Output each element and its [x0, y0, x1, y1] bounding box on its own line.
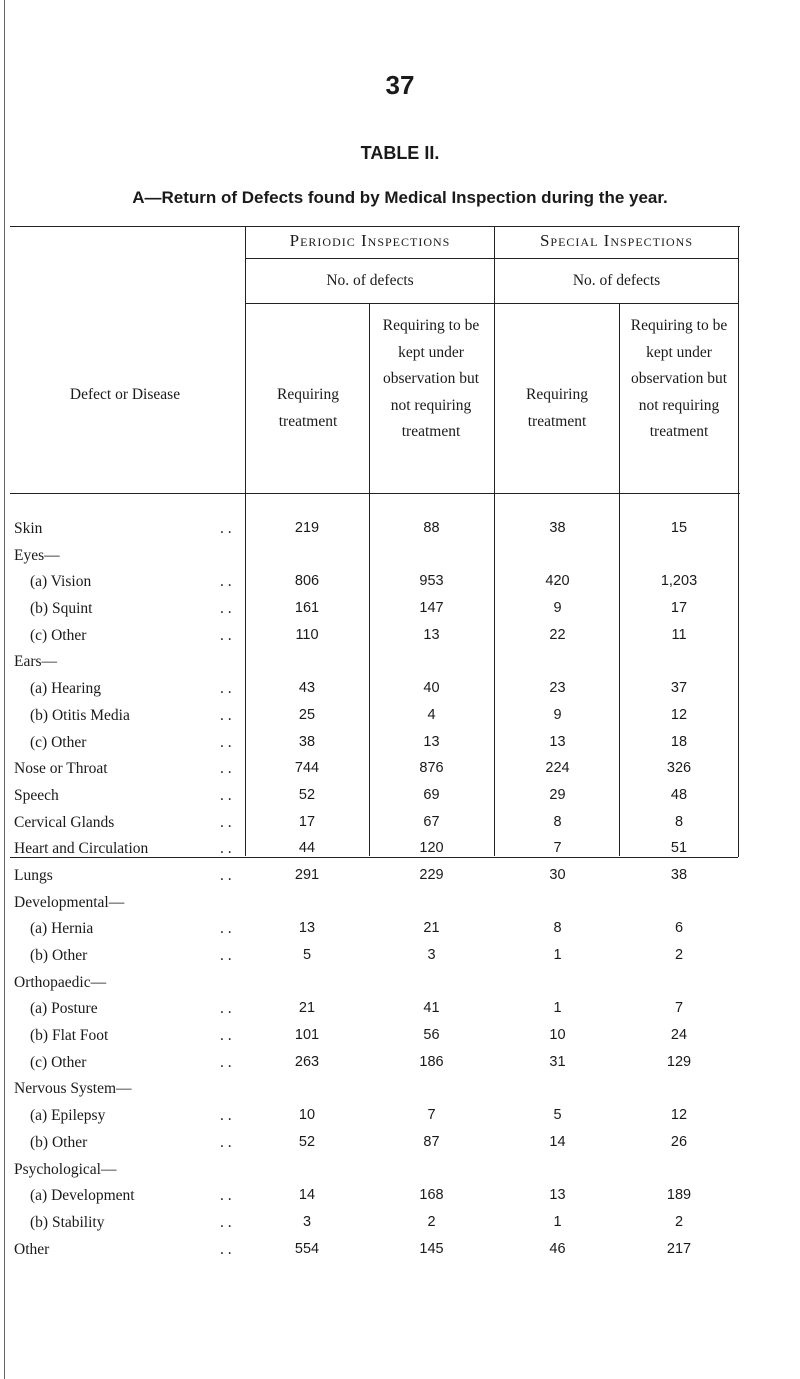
special-treatment-value: 9 — [553, 706, 562, 723]
special-observation-value: 11 — [671, 626, 687, 643]
defect-label: (b) Other — [30, 1133, 88, 1151]
leader-dots: . . — [220, 920, 232, 938]
table-row — [0, 974, 800, 1001]
special-treatment-value: 1 — [553, 947, 562, 963]
defect-label: Developmental— — [14, 893, 125, 911]
periodic-observation-value: 953 — [419, 573, 444, 590]
special-treatment-value: 14 — [549, 1133, 566, 1150]
periodic-treatment-value: 5 — [302, 947, 312, 963]
special-treatment-value: 22 — [549, 626, 566, 643]
periodic-treatment-value: 25 — [298, 706, 316, 723]
special-observation-value: 12 — [670, 706, 688, 723]
special-observation-value: 38 — [670, 866, 688, 883]
special-observation-value: 1,203 — [660, 573, 698, 590]
leader-dots: . . — [220, 1187, 232, 1205]
periodic-treatment-value: 110 — [295, 626, 319, 643]
defect-or-disease-header: Defect or Disease — [69, 386, 181, 403]
leader-dots: . . — [220, 760, 232, 778]
special-treatment-value: 13 — [549, 733, 566, 750]
special-observation-value: 37 — [670, 680, 688, 697]
periodic-observation-value: 145 — [419, 1240, 444, 1257]
defect-label: (b) Otitis Media — [30, 706, 130, 724]
periodic-observation-value: 41 — [423, 1000, 440, 1017]
periodic-treatment-value: 44 — [298, 840, 316, 857]
leader-dots: . . — [220, 1133, 232, 1151]
special-observation-value: 26 — [670, 1133, 688, 1150]
periodic-treatment-value: 219 — [294, 520, 320, 536]
special-observation-value: 6 — [674, 920, 684, 937]
leader-dots: . . — [220, 866, 232, 884]
defect-label: Speech — [14, 786, 59, 804]
periodic-treatment-value: 21 — [298, 1000, 316, 1017]
periodic-treatment-value: 38 — [298, 733, 316, 750]
defect-label: (b) Flat Foot — [30, 1027, 109, 1045]
defect-label: (c) Other — [30, 626, 87, 644]
special-observation-value: 129 — [666, 1053, 692, 1070]
special-treatment-value: 13 — [549, 1187, 566, 1204]
special-observation-value: 8 — [674, 813, 684, 830]
special-observation-value: 24 — [670, 1027, 688, 1044]
periodic-observation-value: 87 — [423, 1133, 440, 1150]
special-treatment-value: 1 — [553, 1000, 562, 1017]
defect-label: Lungs — [14, 866, 53, 884]
leader-dots: . . — [220, 706, 232, 724]
table-top-rule — [10, 226, 740, 227]
table-row — [0, 787, 800, 814]
special-treatment-value: 224 — [545, 760, 570, 777]
defect-label: Nervous System— — [14, 1080, 132, 1098]
table-row — [0, 520, 800, 547]
periodic-observation-value: 69 — [423, 786, 440, 803]
special-treatment-value: 31 — [549, 1053, 566, 1070]
table-row — [0, 573, 800, 600]
periodic-observation-value: 3 — [427, 947, 436, 963]
table-row — [0, 760, 800, 787]
header-rule-1 — [246, 258, 738, 259]
periodic-observation-value: 4 — [427, 706, 436, 723]
special-observation-value: 18 — [670, 733, 688, 750]
defect-label: Nose or Throat — [14, 760, 108, 778]
special-inspections-header: Special Inspections — [539, 231, 694, 250]
special-observation-value: 189 — [666, 1187, 692, 1204]
defect-label: (b) Other — [30, 947, 88, 964]
periodic-observation-value: 186 — [419, 1053, 444, 1070]
special-observation-value: 12 — [670, 1107, 688, 1124]
periodic-observation-value: 13 — [423, 733, 440, 750]
table-row — [0, 1080, 800, 1107]
page-number: 37 — [385, 70, 415, 100]
table-row — [0, 920, 800, 947]
special-treatment-value: 30 — [549, 866, 566, 883]
periodic-requiring-observation-header: Requiring to be kept under observation but not requiring treatment — [382, 317, 480, 440]
header-rule-2 — [246, 303, 738, 304]
table-row — [0, 894, 800, 921]
periodic-observation-value: 67 — [423, 813, 440, 830]
table-row — [0, 1161, 800, 1188]
periodic-treatment-value: 101 — [294, 1027, 320, 1044]
leader-dots: . . — [220, 1240, 232, 1258]
periodic-treatment-value: 52 — [298, 1133, 316, 1150]
special-requiring-treatment-header: Requiring treatment — [526, 386, 588, 430]
periodic-observation-value: 13 — [423, 626, 440, 643]
periodic-observation-value: 2 — [427, 1213, 436, 1230]
special-observation-value: 2 — [674, 1213, 684, 1230]
defect-label: (b) Stability — [30, 1213, 105, 1231]
periodic-treatment-value: 554 — [294, 1240, 320, 1257]
table-row — [0, 1187, 800, 1214]
table-body — [0, 520, 800, 1267]
periodic-requiring-treatment-header: Requiring treatment — [277, 386, 339, 430]
special-observation-value: 51 — [670, 840, 688, 857]
special-requiring-observation-header: Requiring to be kept under observation but not requiring treatment — [630, 317, 728, 440]
special-observation-value: 17 — [670, 600, 688, 617]
periodic-inspections-header: Periodic Inspections — [289, 231, 451, 250]
periodic-treatment-value: 14 — [298, 1187, 316, 1204]
defect-label: Psychological— — [14, 1160, 117, 1178]
periodic-treatment-value: 17 — [298, 813, 316, 830]
defect-label: Cervical Glands — [14, 813, 115, 831]
leader-dots: . . — [220, 733, 232, 751]
table-subtitle: A—Return of Defects found by Medical Inspection during the year. — [132, 188, 668, 207]
periodic-treatment-value: 52 — [298, 786, 316, 803]
leader-dots: . . — [220, 600, 232, 618]
defect-label: Heart and Circulation — [14, 840, 149, 858]
special-treatment-value: 29 — [549, 786, 566, 803]
leader-dots: . . — [220, 1000, 232, 1018]
defect-label: Skin — [14, 520, 43, 537]
defect-label: (a) Hearing — [30, 680, 101, 698]
periodic-treatment-value: 10 — [298, 1107, 316, 1124]
table-row — [0, 707, 800, 734]
table-row — [0, 867, 800, 894]
leader-dots: . . — [220, 626, 232, 644]
periodic-treatment-value: 744 — [294, 760, 320, 777]
leader-dots: . . — [220, 840, 232, 858]
leader-dots: . . — [220, 1213, 232, 1231]
special-observation-value: 15 — [670, 520, 688, 536]
special-observation-value: 48 — [670, 786, 688, 803]
defect-label: (b) Squint — [30, 600, 93, 618]
leader-dots: . . — [220, 680, 232, 698]
defect-label: Other — [14, 1240, 50, 1258]
periodic-treatment-value: 13 — [298, 920, 316, 937]
table-row — [0, 1214, 800, 1241]
table-row — [0, 600, 800, 627]
table-row — [0, 734, 800, 761]
special-treatment-value: 5 — [553, 1107, 562, 1124]
leader-dots: . . — [220, 1027, 232, 1045]
special-treatment-value: 38 — [549, 520, 566, 536]
periodic-treatment-value: 161 — [294, 600, 320, 617]
special-treatment-value: 8 — [553, 920, 562, 937]
header-bottom-rule — [10, 493, 740, 494]
defect-label: (a) Epilepsy — [30, 1107, 106, 1125]
defect-label: (a) Development — [30, 1187, 135, 1205]
leader-dots: . . — [220, 573, 232, 591]
no-defects-special-header: No. of defects — [572, 272, 661, 289]
defect-label: (c) Other — [30, 733, 87, 751]
defect-label: Orthopaedic— — [14, 973, 107, 991]
special-observation-value: 217 — [666, 1240, 692, 1257]
table-row — [0, 547, 800, 574]
defect-label: (a) Hernia — [30, 920, 94, 938]
leader-dots: . . — [220, 786, 232, 804]
table-row — [0, 1000, 800, 1027]
periodic-treatment-value: 806 — [294, 573, 320, 590]
special-treatment-value: 46 — [549, 1240, 566, 1257]
table-row — [0, 814, 800, 841]
special-observation-value: 2 — [674, 947, 684, 963]
leader-dots: . . — [220, 1107, 232, 1125]
special-treatment-value: 8 — [553, 813, 562, 830]
special-treatment-value: 1 — [553, 1213, 562, 1230]
table-row — [0, 1054, 800, 1081]
leader-dots: . . — [220, 947, 232, 964]
periodic-observation-value: 147 — [419, 600, 444, 617]
periodic-treatment-value: 43 — [298, 680, 316, 697]
no-defects-periodic-header: No. of defects — [326, 272, 414, 289]
table-row — [0, 947, 800, 974]
leader-dots: . . — [220, 813, 232, 831]
table-row — [0, 1241, 800, 1268]
periodic-observation-value: 7 — [427, 1107, 436, 1124]
periodic-observation-value: 876 — [419, 760, 444, 777]
periodic-observation-value: 21 — [423, 920, 440, 937]
periodic-observation-value: 168 — [419, 1187, 444, 1204]
periodic-observation-value: 88 — [423, 520, 440, 536]
table-row — [0, 1134, 800, 1161]
special-treatment-value: 420 — [545, 573, 570, 590]
defect-label: Ears— — [14, 653, 58, 671]
special-treatment-value: 9 — [553, 600, 562, 617]
table-row — [0, 627, 800, 654]
periodic-treatment-value: 263 — [294, 1053, 320, 1070]
special-treatment-value: 7 — [553, 840, 562, 857]
special-observation-value: 326 — [666, 760, 692, 777]
defect-label: (a) Posture — [30, 1000, 98, 1018]
periodic-treatment-value: 291 — [294, 866, 320, 883]
periodic-observation-value: 40 — [423, 680, 440, 697]
periodic-observation-value: 229 — [419, 866, 444, 883]
table-row — [0, 1027, 800, 1054]
periodic-observation-value: 56 — [423, 1027, 440, 1044]
leader-dots: . . — [220, 1053, 232, 1071]
defect-label: (a) Vision — [30, 573, 92, 591]
special-treatment-value: 23 — [549, 680, 566, 697]
table-row — [0, 840, 800, 867]
special-treatment-value: 10 — [549, 1027, 566, 1044]
periodic-treatment-value: 3 — [302, 1213, 312, 1230]
defect-label: (c) Other — [30, 1053, 87, 1071]
defect-label: Eyes— — [14, 546, 60, 564]
special-observation-value: 7 — [674, 1000, 684, 1017]
table-row — [0, 653, 800, 680]
leader-dots: . . — [220, 520, 232, 537]
table-row — [0, 1107, 800, 1134]
table-title: TABLE II. — [360, 143, 440, 163]
table-row — [0, 680, 800, 707]
periodic-observation-value: 120 — [419, 840, 444, 857]
